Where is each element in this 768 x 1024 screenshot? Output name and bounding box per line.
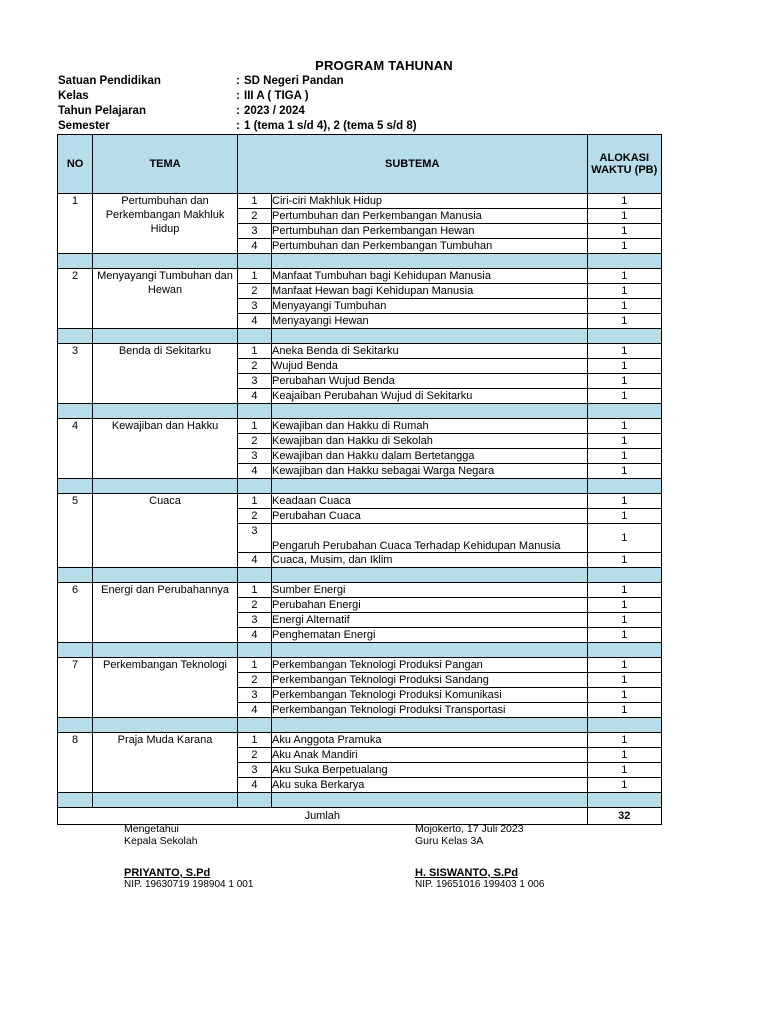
subtheme-name: Pengaruh Perubahan Cuaca Terhadap Kehidupan Manusia xyxy=(272,524,588,553)
theme-number: 4 xyxy=(58,419,93,479)
separator-cell xyxy=(58,254,93,269)
subtheme-number: 2 xyxy=(237,509,271,524)
subtheme-name: Perkembangan Teknologi Produksi Transportasi xyxy=(272,703,588,718)
meta-separator: : xyxy=(236,105,240,117)
signature-left-nip: NIP. 19630719 198904 1 001 xyxy=(124,879,254,890)
separator-cell xyxy=(237,404,271,419)
allocation-value: 1 xyxy=(587,464,661,479)
allocation-value: 1 xyxy=(587,434,661,449)
separator-cell xyxy=(237,718,271,733)
allocation-value: 1 xyxy=(587,524,661,553)
allocation-value: 1 xyxy=(587,748,661,763)
separator-row xyxy=(58,568,662,583)
theme-number: 3 xyxy=(58,344,93,404)
signature-right-line2: Guru Kelas 3A xyxy=(415,835,484,847)
subtheme-number: 1 xyxy=(237,194,271,209)
separator-row xyxy=(58,718,662,733)
allocation-value: 1 xyxy=(587,194,661,209)
subtheme-name: Sumber Energi xyxy=(272,583,588,598)
separator-cell xyxy=(237,568,271,583)
subtheme-number: 1 xyxy=(237,344,271,359)
table-row xyxy=(58,494,662,509)
subtheme-number: 1 xyxy=(237,583,271,598)
subtheme-number: 2 xyxy=(237,434,271,449)
subtheme-name: Perkembangan Teknologi Produksi Pangan xyxy=(272,658,588,673)
subtheme-name: Perubahan Cuaca xyxy=(272,509,588,524)
separator-cell xyxy=(58,329,93,344)
subtheme-number: 4 xyxy=(237,553,271,568)
separator-cell xyxy=(58,404,93,419)
separator-cell xyxy=(58,793,93,808)
subtheme-name: Energi Alternatif xyxy=(272,613,588,628)
subtheme-name: Aku suka Berkarya xyxy=(272,778,588,793)
allocation-value: 1 xyxy=(587,494,661,509)
subtheme-name: Keadaan Cuaca xyxy=(272,494,588,509)
meta-key: Kelas xyxy=(58,90,89,102)
meta-separator: : xyxy=(236,75,240,87)
meta-row-satuan xyxy=(58,74,417,89)
theme-number: 7 xyxy=(58,658,93,718)
subtheme-name: Pertumbuhan dan Perkembangan Hewan xyxy=(272,224,588,239)
subtheme-name: Ciri-ciri Makhluk Hidup xyxy=(272,194,588,209)
signature-left-name: PRIYANTO, S.Pd xyxy=(124,867,211,879)
allocation-value: 1 xyxy=(587,658,661,673)
meta-value: 2023 / 2024 xyxy=(244,105,305,117)
separator-cell xyxy=(93,793,238,808)
separator-cell xyxy=(587,329,661,344)
allocation-value: 1 xyxy=(587,778,661,793)
meta-key: Satuan Pendidikan xyxy=(58,75,161,87)
allocation-value: 1 xyxy=(587,583,661,598)
header-tema: TEMA xyxy=(93,135,238,194)
meta-key: Tahun Pelajaran xyxy=(58,105,146,117)
allocation-value: 1 xyxy=(587,703,661,718)
table-header-row xyxy=(58,135,662,194)
signature-right xyxy=(415,823,544,891)
theme-name: Pertumbuhan dan Perkembangan Makhluk Hidup xyxy=(93,194,238,254)
theme-name: Energi dan Perubahannya xyxy=(93,583,238,643)
subtheme-name: Keajaiban Perubahan Wujud di Sekitarku xyxy=(272,389,588,404)
allocation-value: 1 xyxy=(587,688,661,703)
subtheme-number: 1 xyxy=(237,269,271,284)
separator-cell xyxy=(587,643,661,658)
allocation-value: 1 xyxy=(587,673,661,688)
allocation-value: 1 xyxy=(587,763,661,778)
subtheme-number: 3 xyxy=(237,763,271,778)
separator-cell xyxy=(93,404,238,419)
subtheme-number: 3 xyxy=(237,299,271,314)
table-row xyxy=(58,583,662,598)
header-no: NO xyxy=(58,135,93,194)
header-alokasi xyxy=(587,135,661,194)
separator-cell xyxy=(237,643,271,658)
signature-left xyxy=(124,823,253,891)
separator-cell xyxy=(272,329,588,344)
theme-number: 6 xyxy=(58,583,93,643)
table-row xyxy=(58,658,662,673)
separator-cell xyxy=(587,479,661,494)
table-body xyxy=(58,194,662,808)
subtheme-number: 2 xyxy=(237,284,271,299)
subtheme-name: Aneka Benda di Sekitarku xyxy=(272,344,588,359)
allocation-value: 1 xyxy=(587,299,661,314)
separator-cell xyxy=(93,643,238,658)
allocation-value: 1 xyxy=(587,209,661,224)
subtheme-number: 3 xyxy=(237,524,271,553)
theme-number: 8 xyxy=(58,733,93,793)
subtheme-number: 4 xyxy=(237,628,271,643)
subtheme-name: Perubahan Wujud Benda xyxy=(272,374,588,389)
subtheme-name: Cuaca, Musim, dan Iklim xyxy=(272,553,588,568)
separator-cell xyxy=(58,718,93,733)
separator-cell xyxy=(93,718,238,733)
allocation-value: 1 xyxy=(587,269,661,284)
subtheme-number: 3 xyxy=(237,374,271,389)
allocation-value: 1 xyxy=(587,224,661,239)
subtheme-name: Perkembangan Teknologi Produksi Sandang xyxy=(272,673,588,688)
subtheme-number: 4 xyxy=(237,464,271,479)
total-label: Jumlah xyxy=(58,808,588,825)
allocation-value: 1 xyxy=(587,374,661,389)
table-row xyxy=(58,733,662,748)
separator-cell xyxy=(58,479,93,494)
separator-cell xyxy=(93,568,238,583)
allocation-value: 1 xyxy=(587,449,661,464)
meta-row-semester xyxy=(58,119,417,134)
separator-row xyxy=(58,254,662,269)
theme-name: Kewajiban dan Hakku xyxy=(93,419,238,479)
separator-row xyxy=(58,643,662,658)
signature-left-line1: Mengetahui xyxy=(124,823,179,835)
subtheme-number: 4 xyxy=(237,389,271,404)
subtheme-name: Menyayangi Tumbuhan xyxy=(272,299,588,314)
subtheme-number: 1 xyxy=(237,658,271,673)
program-table xyxy=(57,134,662,825)
subtheme-name: Manfaat Hewan bagi Kehidupan Manusia xyxy=(272,284,588,299)
theme-number: 2 xyxy=(58,269,93,329)
separator-cell xyxy=(272,404,588,419)
theme-name: Benda di Sekitarku xyxy=(93,344,238,404)
theme-name: Praja Muda Karana xyxy=(93,733,238,793)
separator-row xyxy=(58,479,662,494)
separator-cell xyxy=(237,254,271,269)
allocation-value: 1 xyxy=(587,419,661,434)
allocation-value: 1 xyxy=(587,314,661,329)
allocation-value: 1 xyxy=(587,344,661,359)
meta-value: SD Negeri Pandan xyxy=(244,75,344,87)
separator-row xyxy=(58,404,662,419)
subtheme-number: 1 xyxy=(237,733,271,748)
separator-cell xyxy=(587,793,661,808)
separator-row xyxy=(58,793,662,808)
subtheme-name: Aku Anak Mandiri xyxy=(272,748,588,763)
table-row xyxy=(58,419,662,434)
allocation-value: 1 xyxy=(587,628,661,643)
meta-row-tahun xyxy=(58,104,417,119)
separator-cell xyxy=(272,643,588,658)
separator-cell xyxy=(237,793,271,808)
separator-cell xyxy=(272,254,588,269)
subtheme-name: Kewajiban dan Hakku sebagai Warga Negara xyxy=(272,464,588,479)
allocation-value: 1 xyxy=(587,359,661,374)
separator-cell xyxy=(93,329,238,344)
subtheme-name: Manfaat Tumbuhan bagi Kehidupan Manusia xyxy=(272,269,588,284)
signature-right-name: H. SISWANTO, S.Pd xyxy=(415,867,519,879)
total-row xyxy=(58,808,662,825)
subtheme-number: 2 xyxy=(237,598,271,613)
separator-cell xyxy=(237,479,271,494)
subtheme-number: 2 xyxy=(237,209,271,224)
subtheme-number: 3 xyxy=(237,688,271,703)
subtheme-name: Aku Suka Berpetualang xyxy=(272,763,588,778)
separator-cell xyxy=(587,718,661,733)
header-subtema: SUBTEMA xyxy=(237,135,587,194)
theme-name: Cuaca xyxy=(93,494,238,568)
separator-cell xyxy=(237,329,271,344)
separator-cell xyxy=(587,568,661,583)
subtheme-name: Aku Anggota Pramuka xyxy=(272,733,588,748)
table-row xyxy=(58,194,662,209)
separator-cell xyxy=(587,404,661,419)
allocation-value: 1 xyxy=(587,553,661,568)
separator-cell xyxy=(58,643,93,658)
subtheme-number: 2 xyxy=(237,673,271,688)
subtheme-name: Kewajiban dan Hakku dalam Bertetangga xyxy=(272,449,588,464)
theme-name: Menyayangi Tumbuhan dan Hewan xyxy=(93,269,238,329)
theme-number: 1 xyxy=(58,194,93,254)
theme-number: 5 xyxy=(58,494,93,568)
subtheme-number: 4 xyxy=(237,314,271,329)
subtheme-number: 4 xyxy=(237,239,271,254)
subtheme-number: 2 xyxy=(237,359,271,374)
subtheme-number: 3 xyxy=(237,449,271,464)
meta-separator: : xyxy=(236,90,240,102)
separator-row xyxy=(58,329,662,344)
separator-cell xyxy=(272,793,588,808)
subtheme-name: Pertumbuhan dan Perkembangan Manusia xyxy=(272,209,588,224)
total-value: 32 xyxy=(587,808,661,825)
signature-right-nip: NIP. 19651016 199403 1 006 xyxy=(415,879,545,890)
allocation-value: 1 xyxy=(587,598,661,613)
allocation-value: 1 xyxy=(587,733,661,748)
subtheme-name: Kewajiban dan Hakku di Sekolah xyxy=(272,434,588,449)
subtheme-number: 2 xyxy=(237,748,271,763)
subtheme-number: 3 xyxy=(237,613,271,628)
subtheme-name: Perkembangan Teknologi Produksi Komunikasi xyxy=(272,688,588,703)
separator-cell xyxy=(272,479,588,494)
table-row xyxy=(58,344,662,359)
allocation-value: 1 xyxy=(587,509,661,524)
signature-left-line2: Kepala Sekolah xyxy=(124,835,198,847)
subtheme-number: 4 xyxy=(237,703,271,718)
separator-cell xyxy=(272,568,588,583)
separator-cell xyxy=(587,254,661,269)
header-alokasi-line1: ALOKASI xyxy=(599,152,650,164)
separator-cell xyxy=(93,479,238,494)
signature-right-line1: Mojokerto, 17 Juli 2023 xyxy=(415,823,524,835)
theme-name: Perkembangan Teknologi xyxy=(93,658,238,718)
subtheme-name: Menyayangi Hewan xyxy=(272,314,588,329)
subtheme-name: Wujud Benda xyxy=(272,359,588,374)
header-alokasi-line2: WAKTU (PB) xyxy=(591,164,658,176)
meta-value: III A ( TIGA ) xyxy=(244,90,309,102)
table-row xyxy=(58,269,662,284)
separator-cell xyxy=(58,568,93,583)
allocation-value: 1 xyxy=(587,284,661,299)
subtheme-name: Kewajiban dan Hakku di Rumah xyxy=(272,419,588,434)
allocation-value: 1 xyxy=(587,389,661,404)
subtheme-name: Perubahan Energi xyxy=(272,598,588,613)
subtheme-number: 3 xyxy=(237,224,271,239)
document-title: PROGRAM TAHUNAN xyxy=(315,58,453,73)
separator-cell xyxy=(272,718,588,733)
meta-row-kelas xyxy=(58,89,417,104)
subtheme-name: Penghematan Energi xyxy=(272,628,588,643)
subtheme-number: 4 xyxy=(237,778,271,793)
subtheme-name: Pertumbuhan dan Perkembangan Tumbuhan xyxy=(272,239,588,254)
meta-separator: : xyxy=(236,120,240,132)
allocation-value: 1 xyxy=(587,613,661,628)
meta-key: Semester xyxy=(58,120,110,132)
subtheme-number: 1 xyxy=(237,494,271,509)
subtheme-number: 1 xyxy=(237,419,271,434)
separator-cell xyxy=(93,254,238,269)
document-meta xyxy=(58,74,417,134)
allocation-value: 1 xyxy=(587,239,661,254)
meta-value: 1 (tema 1 s/d 4), 2 (tema 5 s/d 8) xyxy=(244,120,417,132)
